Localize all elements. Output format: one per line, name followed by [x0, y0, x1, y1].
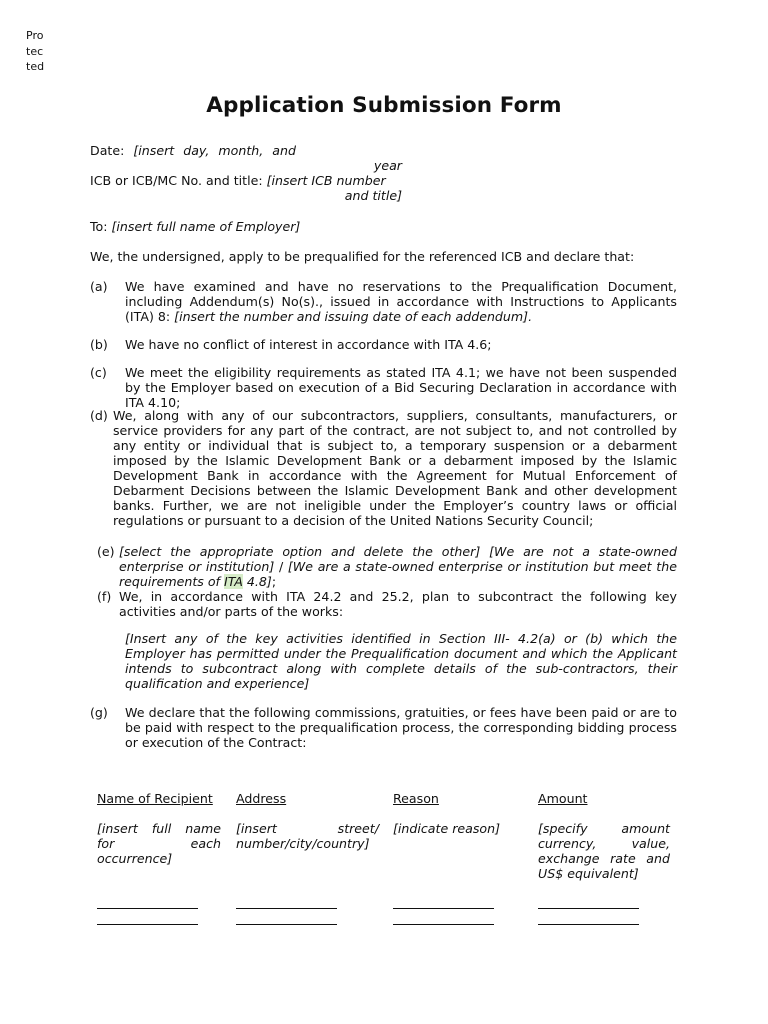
- blank-line: [393, 924, 494, 925]
- item-a-text: We have examined and have no reservations to the Prequalification Document, including Addendum(s) No(s)., issued in accordance with Instructions to Applicants (ITA) 8: [insert the number and issuing date of each addendum].: [125, 279, 677, 324]
- item-d-text: We, along with any of our subcontractors, suppliers, consultants, manufacturers, or service providers for any part of the contract, are not subject to, and not controlled by any entity or individual that is subject to, a temporary suspension or a debarment imposed by the Islamic Development Bank or a debarment imposed by the Islamic Development Bank in accordance with the Agreement for Mutual Enforcement of Debarment Decisions between the Islamic Development Bank and other development banks. Further, we are not ineligible under the Employer’s country laws or official regulations or pursuant to a decision of the United Nations Security Council;: [113, 408, 677, 528]
- date-line: Date: [insert day, month, and year: [90, 143, 402, 173]
- blank-line: [236, 908, 337, 909]
- item-g-label: (g): [90, 705, 108, 720]
- item-d-label: (d): [90, 408, 108, 423]
- icb-line: ICB or ICB/MC No. and title: [insert ICB number and title]: [90, 173, 402, 203]
- col-header-address: Address: [236, 791, 287, 806]
- blank-line: [236, 924, 337, 925]
- item-c-label: (c): [90, 365, 107, 380]
- col-header-amount: Amount: [538, 791, 588, 806]
- blank-line: [97, 908, 198, 909]
- item-g-text: We declare that the following commissions, gratuities, or fees have been paid or are to be paid with respect to the prequalification process, the corresponding bidding process or execution of the Contract:: [125, 705, 677, 750]
- page-title: Application Submission Form: [206, 93, 562, 118]
- item-e-text: [select the appropriate option and delete the other] [We are not a state-owned enterprise or institution] / [We are a state-owned enterprise or institution but meet the requirements of ITA 4.8];: [119, 544, 677, 589]
- item-b-text: We have no conflict of interest in accordance with ITA 4.6;: [125, 337, 492, 352]
- blank-line: [393, 908, 494, 909]
- ita-highlight: ITA: [223, 574, 243, 589]
- cell-address-placeholder: [insert street/ number/city/country]: [236, 821, 379, 851]
- item-f-instruction: [Insert any of the key activities identified in Section III- 4.2(a) or (b) which the Employer has permitted under the Prequalification document and which the Applicant intends to subcontract along with complete details of the sub-contractors, their qualification and experience]: [125, 631, 677, 691]
- blank-line: [97, 924, 198, 925]
- item-a-label: (a): [90, 279, 108, 294]
- item-f-text: We, in accordance with ITA 24.2 and 25.2, plan to subcontract the following key activities and/or parts of the works:: [119, 589, 677, 619]
- protected-label: Pro tec ted: [26, 29, 45, 73]
- date-placeholder: [insert day, month, and: [133, 143, 296, 158]
- cell-reason-placeholder: [indicate reason]: [393, 821, 501, 836]
- col-header-name: Name of Recipient: [97, 791, 213, 806]
- blank-line: [538, 908, 639, 909]
- col-header-reason: Reason: [393, 791, 439, 806]
- item-e-label: (e): [97, 544, 115, 559]
- cell-name-placeholder: [insert full name for each occurrence]: [97, 821, 221, 866]
- icb-placeholder: [insert ICB number: [266, 173, 386, 188]
- to-line: To: [insert full name of Employer]: [90, 219, 301, 234]
- cell-amount-placeholder: [specify amount currency, value, exchange rate and US$ equivalent]: [538, 821, 670, 881]
- item-b-label: (b): [90, 337, 108, 352]
- employer-placeholder: [insert full name of Employer]: [111, 219, 301, 234]
- blank-line: [538, 924, 639, 925]
- item-c-text: We meet the eligibility requirements as stated ITA 4.1; we have not been suspended by the Employer based on execution of a Bid Securing Declaration in accordance with ITA 4.10;: [125, 365, 677, 410]
- intro-text: We, the undersigned, apply to be prequalified for the referenced ICB and declare that:: [90, 249, 635, 264]
- item-f-label: (f): [97, 589, 112, 604]
